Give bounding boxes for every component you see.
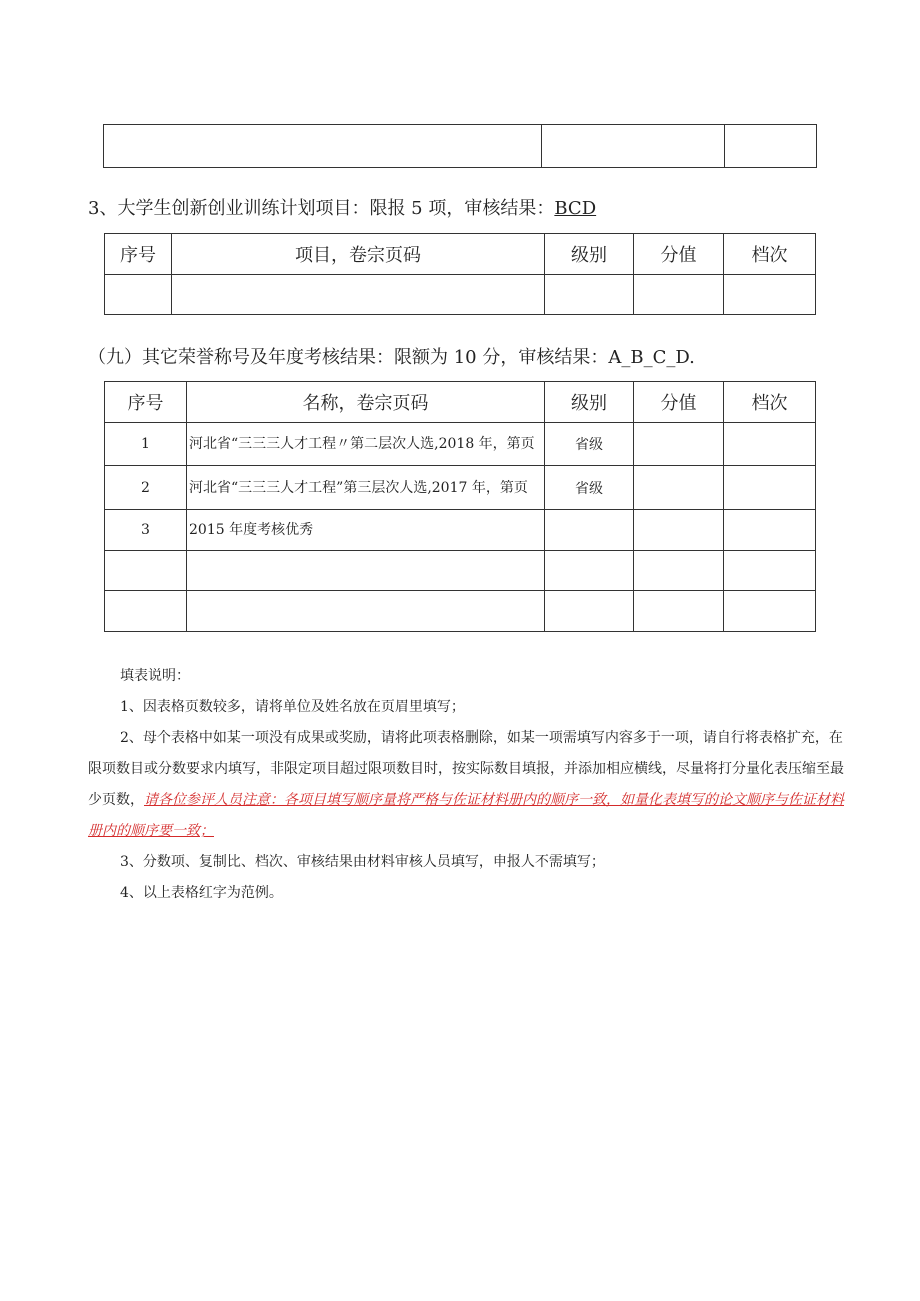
header-level: 级别 xyxy=(545,382,634,423)
table-cell xyxy=(105,591,187,632)
table-cell xyxy=(634,551,724,591)
header-name: 名称，卷宗页码 xyxy=(187,382,545,423)
header-grade: 档次 xyxy=(724,382,816,423)
table-cell xyxy=(545,551,634,591)
section9-title: （九）其它荣誉称号及年度考核结果：限额为 10 分，审核结果： xyxy=(88,347,609,368)
table-cell xyxy=(172,275,545,315)
row-level xyxy=(545,510,634,551)
header-score: 分值 xyxy=(634,382,724,423)
table-row xyxy=(105,551,816,591)
notes-item-2 xyxy=(88,723,848,847)
table-row xyxy=(105,510,816,551)
section9-result: A_B_C_D. xyxy=(608,347,695,368)
section3-heading xyxy=(88,194,596,220)
notes-item-1: 1、因表格页数较多，请将单位及姓名放在页眉里填写； xyxy=(120,699,465,715)
row-no: 2 xyxy=(105,466,187,510)
section3-result: BCD xyxy=(554,198,597,219)
row-name: 2015 年度考核优秀 xyxy=(187,510,545,551)
table-cell xyxy=(545,591,634,632)
table-cell xyxy=(725,125,817,168)
notes-title: 填表说明： xyxy=(120,668,190,684)
table-row xyxy=(105,466,816,510)
row-name: 河北省“三三三人才工程”第三层次人选,2017 年，第页 xyxy=(187,466,545,510)
header-no: 序号 xyxy=(105,234,172,275)
row-level: 省级 xyxy=(545,423,634,466)
header-score: 分值 xyxy=(634,234,724,275)
notes-item-2-red: 请各位参评人员注意：各项目填写顺序量将严格与佐证材料册内的顺序一致，如量化表填写的论文顺序与佐证材料册内的顺序要一致； xyxy=(88,792,844,839)
table-row xyxy=(105,275,816,315)
table-cell xyxy=(724,551,816,591)
row-level: 省级 xyxy=(545,466,634,510)
section9-heading xyxy=(88,343,695,369)
row-no: 1 xyxy=(105,423,187,466)
table-cell xyxy=(634,275,724,315)
row-grade xyxy=(724,466,816,510)
table-row xyxy=(105,591,816,632)
notes-item-4: 4、以上表格红字为范例。 xyxy=(120,885,283,901)
table-cell xyxy=(634,591,724,632)
table-cell xyxy=(545,275,634,315)
section3-title: 3、大学生创新创业训练计划项目：限报 5 项，审核结果： xyxy=(88,198,555,219)
section3-table xyxy=(104,233,816,315)
header-level: 级别 xyxy=(545,234,634,275)
table-cell xyxy=(104,125,542,168)
section9-table xyxy=(104,381,816,632)
header-item: 项目，卷宗页码 xyxy=(172,234,545,275)
row-grade xyxy=(724,423,816,466)
table-cell xyxy=(724,591,816,632)
header-grade: 档次 xyxy=(724,234,816,275)
table-cell xyxy=(105,551,187,591)
top-continuation-table xyxy=(103,124,817,168)
table-row xyxy=(105,423,816,466)
notes-item-2-text: 2、母个表格中如某一项没有成果或奖励，请将此项表格删除，如某一项需填写内容多于一项，请自行将表格扩充，在限项数目或分数要求内填写，非限定项目超过限项数目时，按实际数目填报，并添加相应横线，尽量将打分量化表压缩至最少页数， xyxy=(88,730,844,808)
table-cell xyxy=(105,275,172,315)
fill-instructions xyxy=(88,661,848,909)
row-score xyxy=(634,466,724,510)
header-no: 序号 xyxy=(105,382,187,423)
row-score xyxy=(634,510,724,551)
table-cell xyxy=(542,125,725,168)
row-name: 河北省“三三三人才工程〃第二层次人选,2018 年，第页 xyxy=(187,423,545,466)
row-no: 3 xyxy=(105,510,187,551)
table-cell xyxy=(724,275,816,315)
row-score xyxy=(634,423,724,466)
table-cell xyxy=(187,591,545,632)
notes-item-3: 3、分数项、复制比、档次、审核结果由材料审核人员填写，申报人不需填写； xyxy=(120,854,605,870)
row-grade xyxy=(724,510,816,551)
table-cell xyxy=(187,551,545,591)
